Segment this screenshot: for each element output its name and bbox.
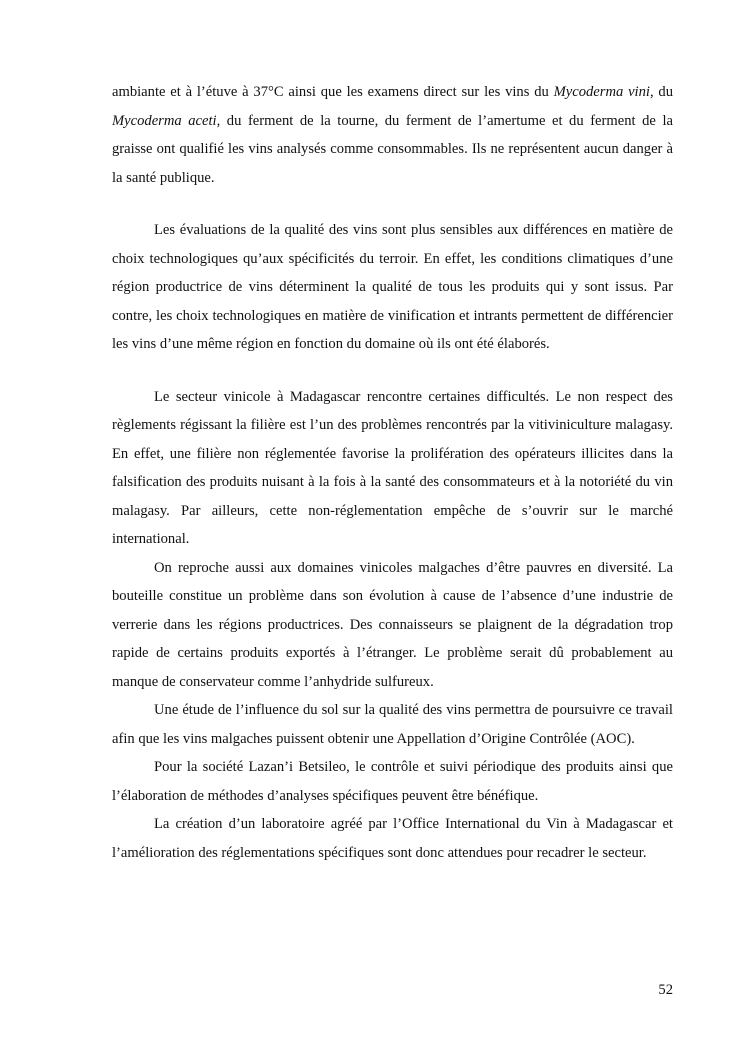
- paragraph-p4: [112, 554, 673, 697]
- text-run-italic: Mycoderma aceti: [112, 112, 217, 129]
- text-run: Pour la société Lazan’i Betsileo, le contrôle et suivi périodique des produits ainsi que l’élaboration de méthodes d’analyses spécifiques peuvent être bénéfique.: [112, 759, 673, 804]
- paragraph-p2: [112, 216, 673, 359]
- text-run: Le secteur vinicole à Madagascar rencontre certaines difficultés. Le non respect des règlements régissant la filière est l’un des problèmes rencontrés par la vitiviniculture malagasy. En effet, une filière non réglementée favorise la prolifération des opérateurs illicites dans la falsification des produits nuisant à la fois à la santé des consommateurs et à la notoriété du vin malagasy. Par ailleurs, cette non-réglementation empêche de s’ouvrir sur le marché international.: [112, 388, 673, 547]
- text-run: La création d’un laboratoire agréé par l’Office International du Vin à Madagascar et l’amélioration des réglementations spécifiques sont donc attendues pour recadrer le secteur.: [112, 816, 673, 861]
- text-run: , du: [649, 84, 673, 100]
- paragraph-p3: [112, 383, 673, 554]
- document-body: [112, 78, 673, 867]
- text-run: Une étude de l’influence du sol sur la qualité des vins permettra de poursuivre ce travail afin que les vins malgaches puissent obtenir une Appellation d’Origine Contrôlée (AOC).: [112, 702, 673, 747]
- paragraph-p7: [112, 810, 673, 867]
- paragraph-p5: [112, 696, 673, 753]
- page-number: 52: [658, 982, 673, 998]
- text-run: , du ferment de la tourne, du ferment de l’amertume et du ferment de la graisse ont qualifié les vins analysés comme consommables. Ils ne représentent aucun danger à la santé publique.: [112, 112, 673, 186]
- paragraph-p6: [112, 753, 673, 810]
- text-run: On reproche aussi aux domaines vinicoles malgaches d’être pauvres en diversité. La bouteille constitue un problème dans son évolution à cause de l’absence d’une industrie de verrerie dans les régions productrices. Des connaisseurs se plaignent de la dégradation trop rapide de certains produits exportés à l’étranger. Le problème serait dû probablement au manque de conservateur comme l’anhydride sulfureux.: [112, 559, 673, 690]
- text-run-italic: Mycoderma vini: [553, 84, 650, 100]
- paragraph-p1: [112, 78, 673, 192]
- text-run: ambiante et à l’étuve à 37°C ainsi que les examens direct sur les vins du: [112, 84, 554, 100]
- text-run: Les évaluations de la qualité des vins sont plus sensibles aux différences en matière de choix technologiques qu’aux spécificités du terroir. En effet, les conditions climatiques d’une région productrice de vins déterminent la qualité de tous les produits qui y sont issus. Par contre, les choix technologiques en matière de vinification et intrants permettent de différencier les vins d’une même région en fonction du domaine où ils ont été élaborés.: [112, 222, 673, 352]
